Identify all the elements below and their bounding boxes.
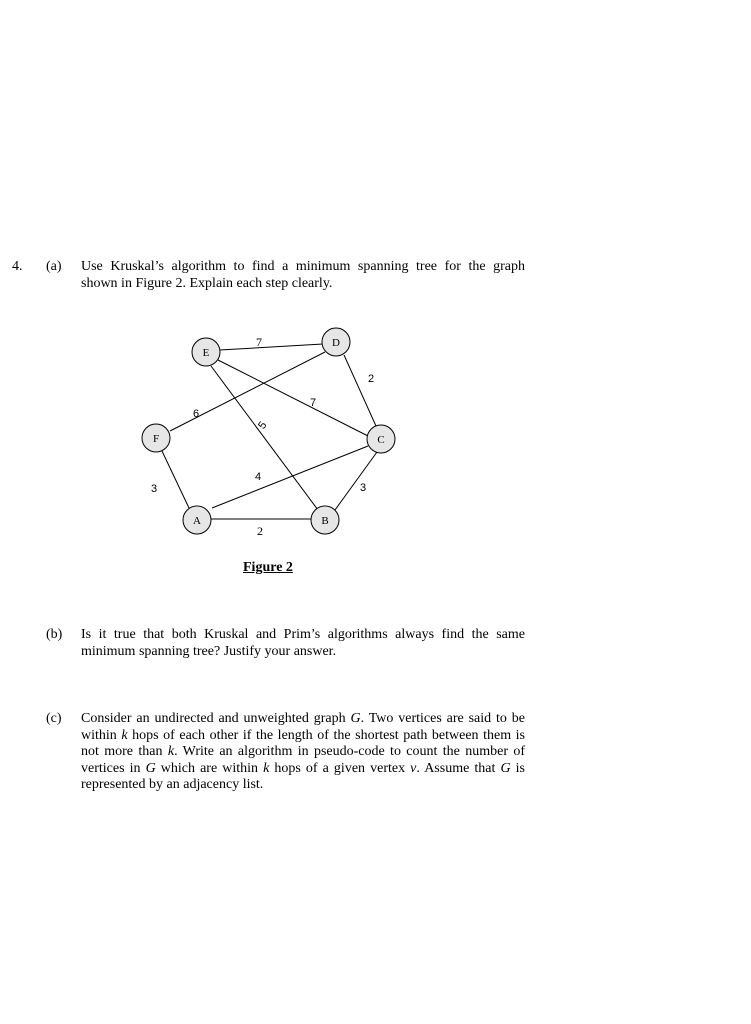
node-D	[322, 328, 350, 356]
weight-C-B: 3	[359, 482, 367, 494]
part-a-label: (a)	[46, 259, 62, 274]
part-c-line-4: vertices in G which are within k hops of a given vertex v. Assume that G is	[81, 760, 525, 776]
part-b-line-2: minimum spanning tree? Justify your answer.	[81, 643, 337, 659]
weight-E-D: 7	[256, 335, 262, 349]
weight-A-B: 2	[257, 524, 263, 538]
edge-D-C	[344, 355, 376, 426]
part-c-label: (c)	[46, 711, 62, 726]
node-F	[142, 424, 170, 452]
node-A	[183, 506, 211, 534]
weight-E-C: 7	[309, 397, 317, 409]
weight-F-D: 6	[192, 408, 200, 420]
part-c-line-5: represented by an adjacency list.	[81, 777, 264, 793]
node-E-label: E	[202, 347, 210, 359]
figure-caption: Figure 2	[243, 560, 293, 575]
part-c-line-1: Consider an undirected and unweighted graph G. Two vertices are said to be	[81, 711, 525, 726]
weight-D-C: 2	[367, 373, 375, 385]
node-F-label: F	[152, 433, 160, 445]
edge-E-D	[220, 344, 323, 350]
part-c-text	[81, 711, 525, 794]
part-c-line-3: not more than k. Write an algorithm in pseudo-code to count the number of	[81, 744, 526, 760]
edge-C-B	[335, 452, 377, 510]
node-A-label: A	[193, 515, 201, 527]
part-c-line-2: within k hops of each other if the length of the shortest path between them is	[81, 727, 525, 743]
part-b-text	[81, 627, 525, 660]
node-E	[192, 338, 220, 366]
node-B-label: B	[321, 515, 329, 527]
node-D-label: D	[332, 337, 340, 349]
node-C-label: C	[377, 434, 385, 446]
node-C	[367, 425, 395, 453]
part-b-label: (b)	[46, 627, 63, 642]
weight-A-C: 4	[254, 471, 262, 483]
edge-A-C	[212, 446, 368, 508]
node-B	[311, 506, 339, 534]
part-a-line-1: Use Kruskal’s algorithm to find a minimum spanning tree for the graph	[81, 259, 525, 274]
question-number: 4.	[12, 259, 23, 274]
edge-E-B	[211, 366, 318, 510]
weight-E-B: 5	[256, 419, 270, 432]
weight-F-A: 3	[150, 483, 158, 495]
part-a-line-2: shown in Figure 2. Explain each step clearly.	[81, 275, 333, 291]
part-b-line-1: Is it true that both Kruskal and Prim’s algorithms always find the same	[81, 627, 525, 642]
edge-F-A	[162, 451, 189, 508]
edge-E-C	[218, 360, 368, 436]
